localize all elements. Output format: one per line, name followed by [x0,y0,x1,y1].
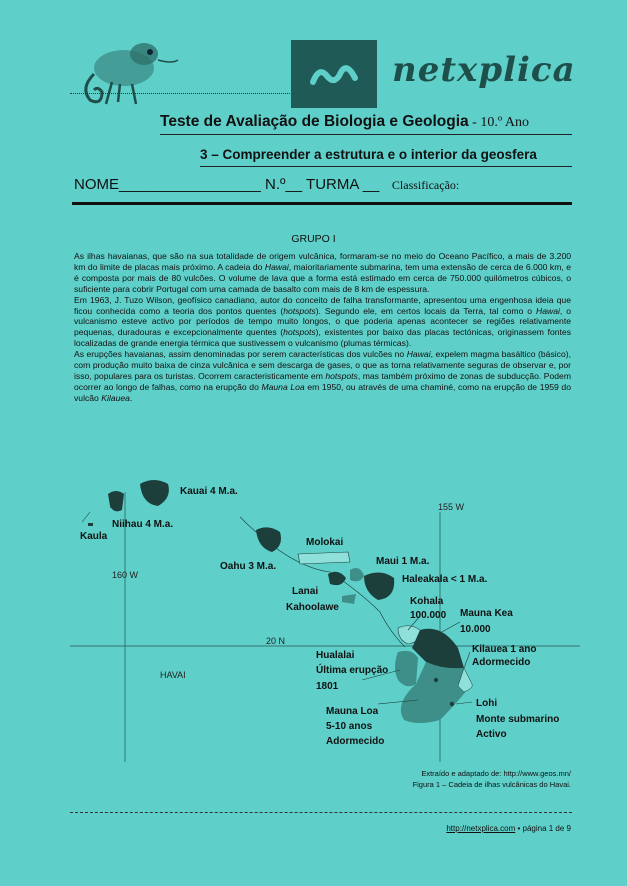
island-kauai [140,480,169,506]
paragraph-text: , expelem magma basáltico (básico), com produção muito baixa de cinza vulcânica e sem descarga de gases, o que as torna relativamente seguras de observar e, por isso, populares para os turistas. Ocorrem caracteristicamente em [74,349,571,381]
label-mauna-loa-status: Adormecido [326,736,385,747]
island-haleakala [364,572,394,600]
label-molokai: Molokai [306,537,344,548]
group-title: GRUPO I [291,233,336,245]
island-molokai [298,552,350,564]
island-west-maui [350,568,364,581]
italic-term: Kilauea [101,392,130,403]
page-title [160,113,529,131]
label-lat-20: 20 N [266,636,286,646]
label-lon-160: 160 W [112,570,139,580]
label-niihau: Niihau 4 M.a. [112,519,174,530]
label-lohi: Lohi [476,698,498,709]
figure-source [413,769,571,790]
chameleon-illustration [72,30,182,110]
italic-term: Hawai [536,305,560,316]
loihi-marker [450,702,454,706]
label-lohi-type: Monte submarino [476,714,560,725]
paragraph-text: , o vulcanismo esteve activo por períodos de tempo muito longos, o que poderia apenas acontecer se regiões relativamente pequenas, duradouras e excepcionalmente quentes ( [74,305,571,338]
paragraph-text: , mas também próximo de zonas de subducção. Podem ocorrer ao longo de falhas, como na erupção do [74,370,571,392]
label-haleakala: Haleakala < 1 M.a. [402,574,488,585]
label-mauna-kea-age: 10.000 [460,624,491,635]
name-fields: NOME_________________ N.º__ TURMA __ [74,176,380,193]
label-kaula: Kaula [80,531,108,542]
island-kaula [88,523,93,526]
footer [446,824,571,833]
island-oahu [256,527,281,552]
header-thick-rule [72,202,572,205]
label-kohala-age: 100.000 [410,610,447,621]
summit-marker [434,678,438,682]
title-rule [160,134,572,135]
italic-term: Hawai [264,261,289,272]
brand-logo-text: netxplica [392,50,576,90]
classification-label: Classificação: [391,178,460,192]
island-lanai [328,572,346,585]
page-subtitle: 3 – Compreender a estrutura e o interior da geosfera [200,147,537,162]
paragraph-text: As ilhas havaianas, que são na sua totalidade de origem vulcânica, formaram-se no meio do Oceano Pacífico, a mais de 3.200 km do limite de placas mais próximo. A cadeia do [74,251,571,272]
title-main: Teste de Avaliação de Biologia e Geologia [160,113,469,130]
title-separator: - [468,115,481,130]
body-paragraph [74,295,571,350]
label-maui: Maui 1 M.a. [376,556,430,567]
label-lanai: Lanai [292,586,319,597]
label-kohala: Kohala [410,596,444,607]
wave-icon [291,40,377,108]
italic-term: Mauna Loa [261,381,305,392]
page-number: • página 1 de 9 [515,824,571,833]
label-lohi-status: Activo [476,729,507,740]
body-text [74,251,571,404]
paragraph-text: , maioritariamente submarina, tem uma extensão de cerca de 6.000 km, e é composta por mais de 80 vulcões. O volume de lava que a forma está estimado em cerca de 750.000 quilómetros cúbicos, o suficiente para cobrir Portugal com uma camada de basalto com mais de 8 km de espessura. [74,261,571,294]
source-line: Extraído e adaptado de: http://www.geos.mn/ [421,769,571,778]
hawaii-island-map [60,472,580,767]
label-oahu: Oahu 3 M.a. [220,561,277,572]
italic-term: hotspots [283,305,316,316]
label-hualalai-eruption: Última erupção [316,665,389,676]
body-paragraph [74,251,571,295]
student-info-line [74,176,459,193]
label-kilauea: Kilauea 1 ano [472,644,537,655]
volcano-mauna-kea [412,629,464,669]
volcano-hualalai [395,651,418,686]
italic-term: hotspots [325,370,358,381]
body-paragraph [74,349,571,404]
paragraph-text: Em 1963, J. Tuzo Wilson, geofísico canadiano, autor do conceito de falha transformante, apresentou uma engenhosa ideia que ficou conhecida como a teoria dos pontos quentes ( [74,294,571,316]
paragraph-text: As erupções havaianas, assim denominadas por serem características dos vulcões no [74,349,407,360]
subtitle-rule [200,166,572,167]
label-lon-155: 155 W [438,502,465,512]
label-hualalai-year: 1801 [316,681,339,692]
label-havai: HAVAI [160,670,186,680]
italic-term: Hawai [406,349,431,360]
figure-caption: Figura 1 – Cadeia de ilhas vulcânicas do Havai. [412,779,571,789]
italic-term: hotspots [283,327,316,338]
footer-rule [70,812,572,813]
label-kauai: Kauai 4 M.a. [180,486,238,497]
paragraph-text: . [129,392,133,403]
label-hualalai: Hualalai [316,650,355,661]
footer-link[interactable]: http://netxplica.com [446,824,516,833]
label-kahoolawe: Kahoolawe [286,602,339,613]
label-kilauea-status: Adormecido [472,657,531,668]
title-year: 10.º Ano [480,115,530,130]
paragraph-text: ), existentes por baixo das placas tectónicas, originassem fontes localizadas de grande energia térmica que sustivessem o vulcanismo (plumas térmicas). [74,327,571,349]
label-mauna-loa: Mauna Loa [326,706,379,717]
island-niihau [108,491,124,511]
label-mauna-loa-age: 5-10 anos [326,721,373,732]
label-mauna-kea: Mauna Kea [460,608,513,619]
header-dotted-rule [70,93,290,94]
logo-box [291,40,377,108]
paragraph-text: em 1950, ou através de uma chaminé, como na erupção de 1959 do vulcão [74,381,571,403]
paragraph-text: ). Segundo ele, em certos locais da Terra, tal como o [315,305,536,316]
island-kahoolawe [342,594,356,604]
